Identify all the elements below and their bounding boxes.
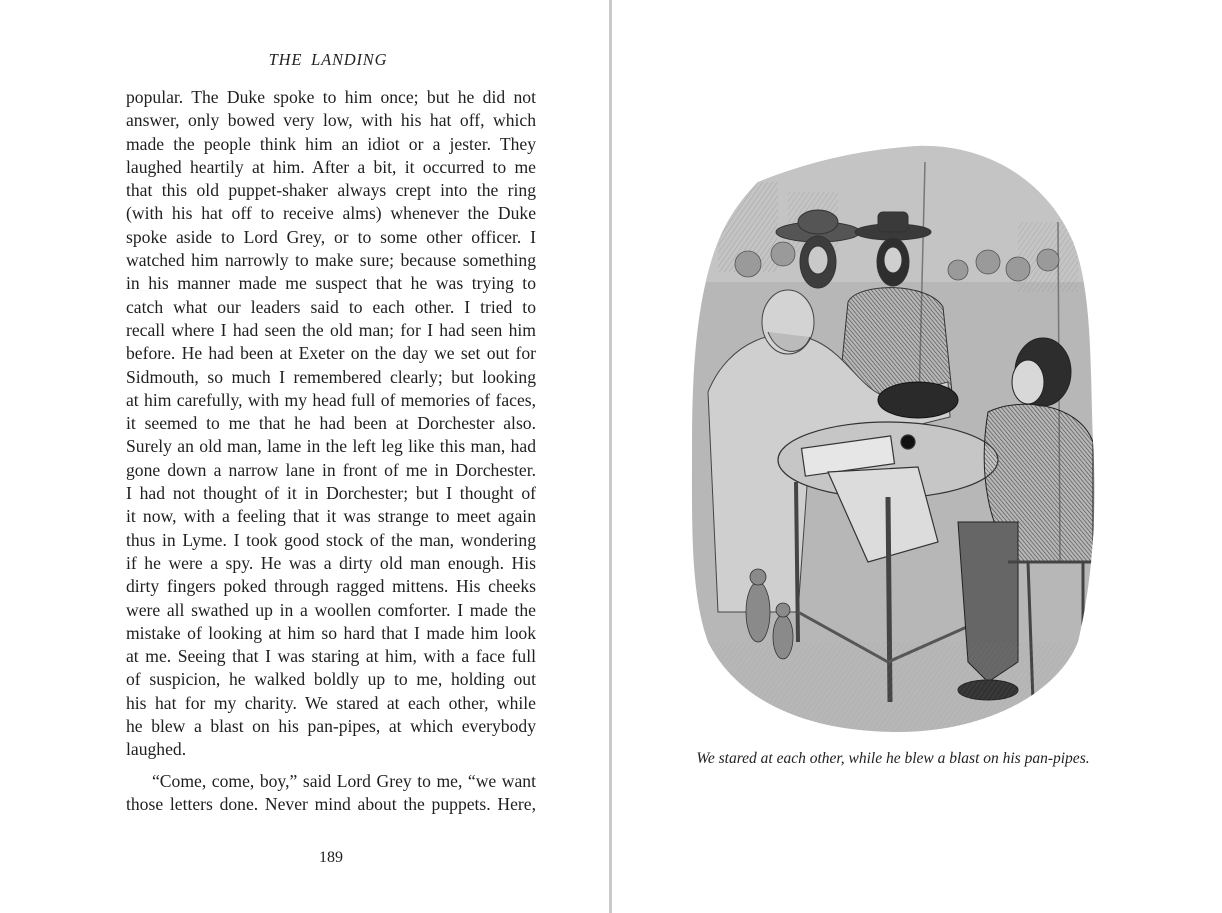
text-line: I had not thought of it in Dorchester; but I thought of — [126, 483, 536, 504]
text-line: in his manner made me suspect that he was trying to — [126, 273, 536, 294]
text-line: thus in Lyme. I took good stock of the man, wondering — [126, 529, 536, 550]
paragraph-spacer — [126, 762, 536, 770]
text-line: catch what our leaders said to each other. I tried to — [126, 296, 536, 317]
text-line: before. He had been at Exeter on the day we set out for — [126, 343, 536, 364]
paragraph-start-line: “Come, come, boy,” said Lord Grey to me, “we want — [152, 770, 536, 791]
text-line: that this old puppet-shaker always crept into the ring — [126, 180, 536, 201]
text-line: mistake of looking at him so hard that I made him look — [126, 622, 536, 643]
text-line: gone down a narrow lane in front of me in Dorchester. — [126, 459, 536, 480]
text-line: Sidmouth, so much I remembered clearly; but looking — [126, 366, 536, 387]
text-line: popular. The Duke spoke to him once; but he did not — [126, 87, 536, 107]
text-line: answer, only bowed very low, with his hat off, which — [126, 110, 536, 131]
text-line: dirty fingers poked through ragged mittens. His cheeks — [126, 576, 536, 597]
left-page — [0, 0, 610, 913]
paragraph-end-line: laughed. — [126, 739, 187, 760]
text-line: were all swathed up in a woollen comforter. I made the — [126, 599, 536, 620]
illustration-caption: We stared at each other, while he blew a blast on his pan-pipes. — [696, 750, 1090, 767]
text-line: at me. Seeing that I was staring at him, with a face full — [126, 646, 536, 667]
text-line: watched him narrowly to make sure; because something — [126, 250, 536, 271]
spine-divider — [609, 0, 612, 913]
text-line: those letters done. Never mind about the puppets. Here, — [126, 793, 536, 814]
page-number: 189 — [319, 849, 343, 866]
text-line: laughed heartily at him. After a bit, it occurred to me — [126, 156, 536, 177]
text-line: (with his hat off to receive alms) whenever the Duke — [126, 203, 536, 224]
running-head: THE LANDING — [268, 50, 388, 69]
text-line: it seemed to me that he had been at Dorchester also. — [126, 413, 536, 434]
illustration — [688, 142, 1098, 734]
text-line: Surely an old man, lame in the left leg like this man, had — [126, 436, 536, 457]
text-line: at him carefully, with my head full of memories of faces, — [126, 389, 536, 410]
text-line: of suspicion, he walked boldly up to me, holding out — [126, 669, 536, 690]
text-line: he blew a blast on his pan-pipes, at which everybody — [126, 716, 536, 737]
text-line: made the people think him an idiot or a jester. They — [126, 133, 536, 154]
text-line: spoke aside to Lord Grey, or to some other officer. I — [126, 226, 536, 247]
text-line: his hat for my charity. We stared at each other, while — [126, 692, 536, 713]
text-line: recall where I had seen the old man; for I had seen him — [126, 319, 536, 340]
text-line: if he were a spy. He was a dirty old man enough. His — [126, 552, 536, 573]
body-text — [126, 86, 536, 816]
text-line: it now, with a feeling that it was strange to meet again — [126, 506, 536, 527]
engraving-illustration-icon — [688, 142, 1098, 734]
